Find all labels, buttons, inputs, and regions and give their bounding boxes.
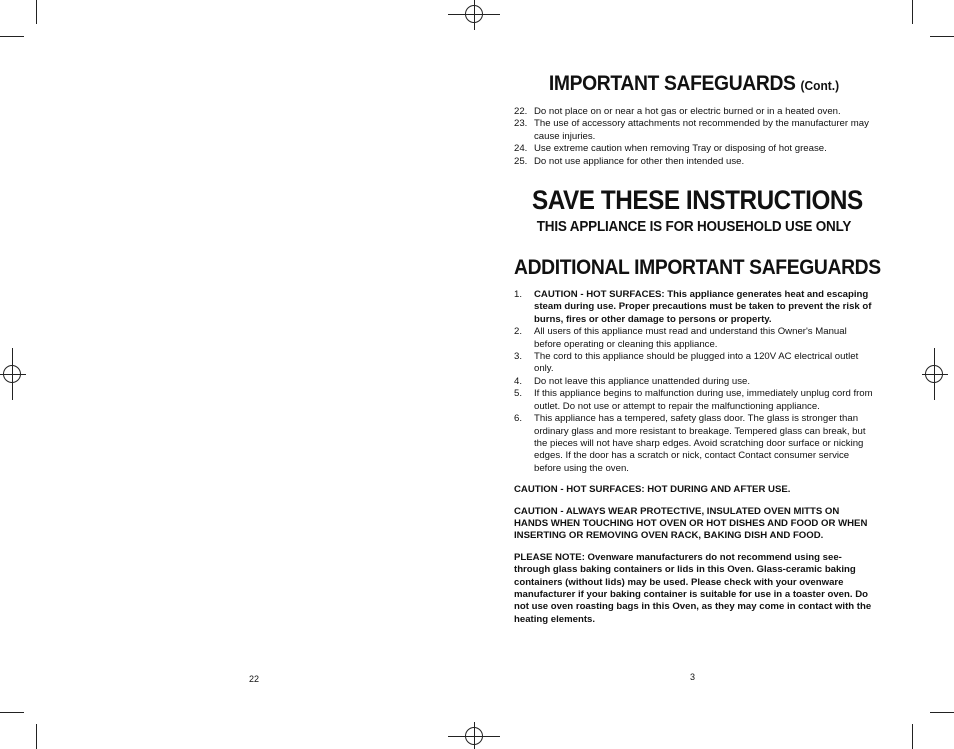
registration-circle-icon <box>3 365 21 383</box>
list-item <box>514 326 874 351</box>
item-number: 3. <box>514 351 523 363</box>
crop-mark <box>36 724 37 749</box>
list-item <box>514 388 874 413</box>
item-number: 25. <box>514 155 528 167</box>
item-text: Do not leave this appliance unattended during use. <box>534 375 751 387</box>
list-item <box>514 376 874 388</box>
item-number: 2. <box>514 326 523 338</box>
list-item <box>514 118 874 143</box>
registration-circle-icon <box>465 727 483 745</box>
caution-oven-mitts-note: CAUTION - ALWAYS WEAR PROTECTIVE, INSULATED OVEN MITTS ON HANDS WHEN TOUCHING HOT OVEN OR HOT DISHES AND FOOD OR WHEN INSERTING OR REMOVING OVEN RACK, BAKING DISH AND FOOD. <box>514 505 868 542</box>
item-text: Do not place on or near a hot gas or electric burned or in a heated oven. <box>534 106 841 117</box>
please-note-paragraph: PLEASE NOTE: Ovenware manufacturers do not recommend using see-through glass baking containers or lids in this Oven. Glass-ceramic baking containers (without lids) may be used. Please check with your ovenware manufacturer if your baking container is suitable for use in a toaster oven. Do not use oven roasting bags in this Oven, as they may come in contact with the heating elements. <box>514 551 872 625</box>
item-number: 4. <box>514 375 523 387</box>
crop-mark <box>36 0 37 24</box>
list-item <box>514 413 874 475</box>
item-text: If this appliance begins to malfunction during use, immediately unplug cord from outlet. Do not use or attempt to repair the malfunctioning appliance. <box>534 388 873 412</box>
safeguards-list <box>514 106 874 168</box>
safeguards-heading <box>528 72 859 96</box>
household-use-note: THIS APPLIANCE IS FOR HOUSEHOLD USE ONLY <box>536 219 852 236</box>
page-number-left: 22 <box>249 674 260 684</box>
item-text: CAUTION - HOT SURFACES: This appliance generates heat and escaping steam during use. Proper precautions must be taken to prevent the risk of burns, fires or other damage to persons or property. <box>534 289 872 325</box>
crop-mark <box>0 36 24 37</box>
list-item <box>514 351 874 376</box>
list-item <box>514 156 874 168</box>
crop-mark <box>0 712 24 713</box>
caution-hot-surfaces-note: CAUTION - HOT SURFACES: HOT DURING AND AFTER USE. <box>514 484 791 496</box>
item-number: 23. <box>514 118 528 130</box>
additional-safeguards-heading: ADDITIONAL IMPORTANT SAFEGUARDS <box>514 256 881 280</box>
page-number-right: 3 <box>690 672 696 682</box>
item-text: This appliance has a tempered, safety glass door. The glass is stronger than ordinary glass and more resistant to breakage. Tempered glass can break, but the pieces will not have sharp edges. Avoid scratching door surface or nicking edges. If the door has a scratch or nick, contact Contact consumer service before using the oven. <box>534 413 866 474</box>
list-item <box>514 143 874 155</box>
safeguards-heading-suffix: (Cont.) <box>800 78 840 93</box>
right-page-content <box>514 72 881 626</box>
item-text: The use of accessory attachments not recommended by the manufacturer may cause injuries. <box>534 118 869 142</box>
list-item <box>514 289 874 326</box>
item-number: 22. <box>514 106 528 117</box>
item-text: All users of this appliance must read and understand this Owner's Manual before operating or cleaning this appliance. <box>534 326 847 350</box>
list-item <box>514 106 874 118</box>
item-text: Do not use appliance for other then intended use. <box>534 155 745 167</box>
additional-safeguards-list <box>514 289 874 475</box>
registration-circle-icon <box>925 365 943 383</box>
item-number: 6. <box>514 413 523 425</box>
crop-mark <box>930 712 954 713</box>
crop-mark <box>912 724 913 749</box>
item-number: 1. <box>514 289 523 301</box>
registration-circle-icon <box>465 5 483 23</box>
crop-mark <box>930 36 954 37</box>
safeguards-heading-text: IMPORTANT SAFEGUARDS <box>548 72 796 95</box>
item-number: 24. <box>514 143 528 155</box>
item-number: 5. <box>514 388 523 400</box>
item-text: The cord to this appliance should be plugged into a 120V AC electrical outlet only. <box>534 351 859 375</box>
crop-mark <box>912 0 913 24</box>
save-instructions-title: SAVE THESE INSTRUCTIONS <box>532 185 863 216</box>
item-text: Use extreme caution when removing Tray or disposing of hot grease. <box>534 143 827 155</box>
